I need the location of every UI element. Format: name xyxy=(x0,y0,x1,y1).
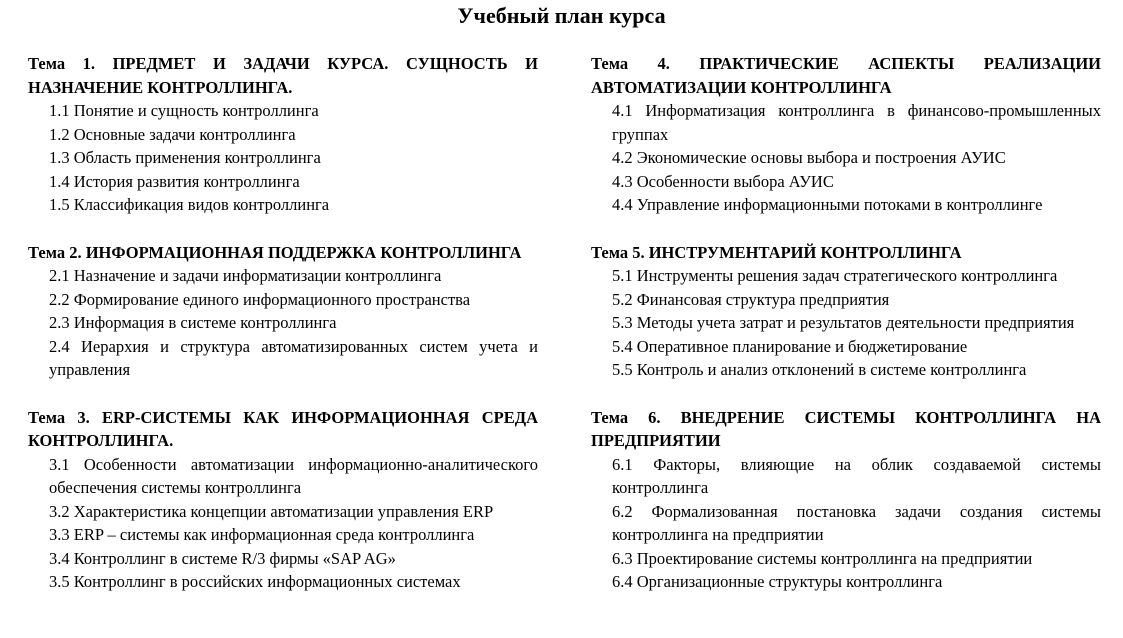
topic-heading: Тема 4. ПРАКТИЧЕСКИЕ АСПЕКТЫ РЕАЛИЗАЦИИ АВТОМАТИЗАЦИИ КОНТРОЛЛИНГА xyxy=(591,54,1101,97)
list-item: 1.3 Область применения контроллинга xyxy=(49,148,321,167)
list-item: 6.1 Факторы, влияющие на облик создаваемой системы контроллинга xyxy=(612,454,1101,497)
list-item: 2.4 Иерархия и структура автоматизированных систем учета и управления xyxy=(49,336,538,379)
list-item: 3.5 Контроллинг в российских информационных системах xyxy=(49,572,461,591)
topic-heading: Тема 1. ПРЕДМЕТ И ЗАДАЧИ КУРСА. СУЩНОСТЬ И НАЗНАЧЕНИЕ КОНТРОЛЛИНГА. xyxy=(28,54,538,97)
list-item: 5.2 Финансовая структура предприятия xyxy=(612,289,890,309)
list-item: 6.4 Организационные структуры контроллинга xyxy=(612,572,943,591)
list-item: 4.2 Экономические основы выбора и построения АУИС xyxy=(612,148,1006,167)
list-item: 3.2 Характеристика концепции автоматизации управления ERP xyxy=(49,501,494,521)
topic-1 xyxy=(28,52,538,217)
list-item: 4.4 Управление информационными потоками в контроллинге xyxy=(612,195,1043,214)
list-item: 1.1 Понятие и сущность контроллинга xyxy=(49,101,319,120)
list-item: 4.1 Информатизация контроллинга в финансово-промышленных группах xyxy=(612,101,1101,144)
topic-items xyxy=(28,99,538,217)
topic-items xyxy=(591,99,1101,217)
topic-2 xyxy=(28,241,538,382)
list-item: 1.5 Классификация видов контроллинга xyxy=(49,195,330,214)
list-item: 3.4 Контроллинг в системе R/3 фирмы «SAP AG» xyxy=(49,548,396,568)
topic-heading: Тема 5. ИНСТРУМЕНТАРИЙ КОНТРОЛЛИНГА xyxy=(591,242,962,262)
list-item: 3.1 Особенности автоматизации информационно-аналитического обеспечения системы контроллинга xyxy=(49,454,538,497)
list-item: 5.3 Методы учета затрат и результатов деятельности предприятия xyxy=(612,313,1075,332)
list-item: 5.4 Оперативное планирование и бюджетирование xyxy=(612,336,968,356)
page-title: Учебный план курса xyxy=(457,3,666,28)
list-item: 6.3 Проектирование системы контроллинга на предприятии xyxy=(612,548,1033,568)
list-item: 1.4 История развития контроллинга xyxy=(49,171,300,191)
list-item: 2.2 Формирование единого информационного пространства xyxy=(49,289,471,309)
list-item: 1.2 Основные задачи контроллинга xyxy=(49,124,296,144)
list-item: 6.2 Формализованная постановка задачи создания системы контроллинга на предприятии xyxy=(612,501,1101,544)
topic-heading: Тема 3. ERP-СИСТЕМЫ КАК ИНФОРМАЦИОННАЯ СРЕДА КОНТРОЛЛИНГА. xyxy=(28,407,538,450)
topic-heading: Тема 6. ВНЕДРЕНИЕ СИСТЕМЫ КОНТРОЛЛИНГА НА ПРЕДПРИЯТИИ xyxy=(591,407,1101,450)
list-item: 2.1 Назначение и задачи информатизации контроллинга xyxy=(49,266,442,285)
topic-6 xyxy=(591,406,1101,594)
list-item: 2.3 Информация в системе контроллинга xyxy=(49,313,337,332)
list-item: 5.1 Инструменты решения задач стратегического контроллинга xyxy=(612,266,1058,285)
list-item: 4.3 Особенности выбора АУИС xyxy=(612,171,834,191)
topic-3 xyxy=(28,406,538,594)
list-item: 3.3 ERP – системы как информационная среда контроллинга xyxy=(49,525,475,544)
topic-items xyxy=(591,453,1101,594)
topic-items xyxy=(28,264,538,382)
left-column xyxy=(28,52,538,594)
topic-4 xyxy=(591,52,1101,217)
topic-5 xyxy=(591,241,1101,382)
topic-items xyxy=(591,264,1101,382)
topic-items xyxy=(28,453,538,594)
right-column xyxy=(591,52,1101,594)
topic-heading: Тема 2. ИНФОРМАЦИОННАЯ ПОДДЕРЖКА КОНТРОЛЛИНГА xyxy=(28,242,522,262)
list-item: 5.5 Контроль и анализ отклонений в системе контроллинга xyxy=(612,360,1027,379)
